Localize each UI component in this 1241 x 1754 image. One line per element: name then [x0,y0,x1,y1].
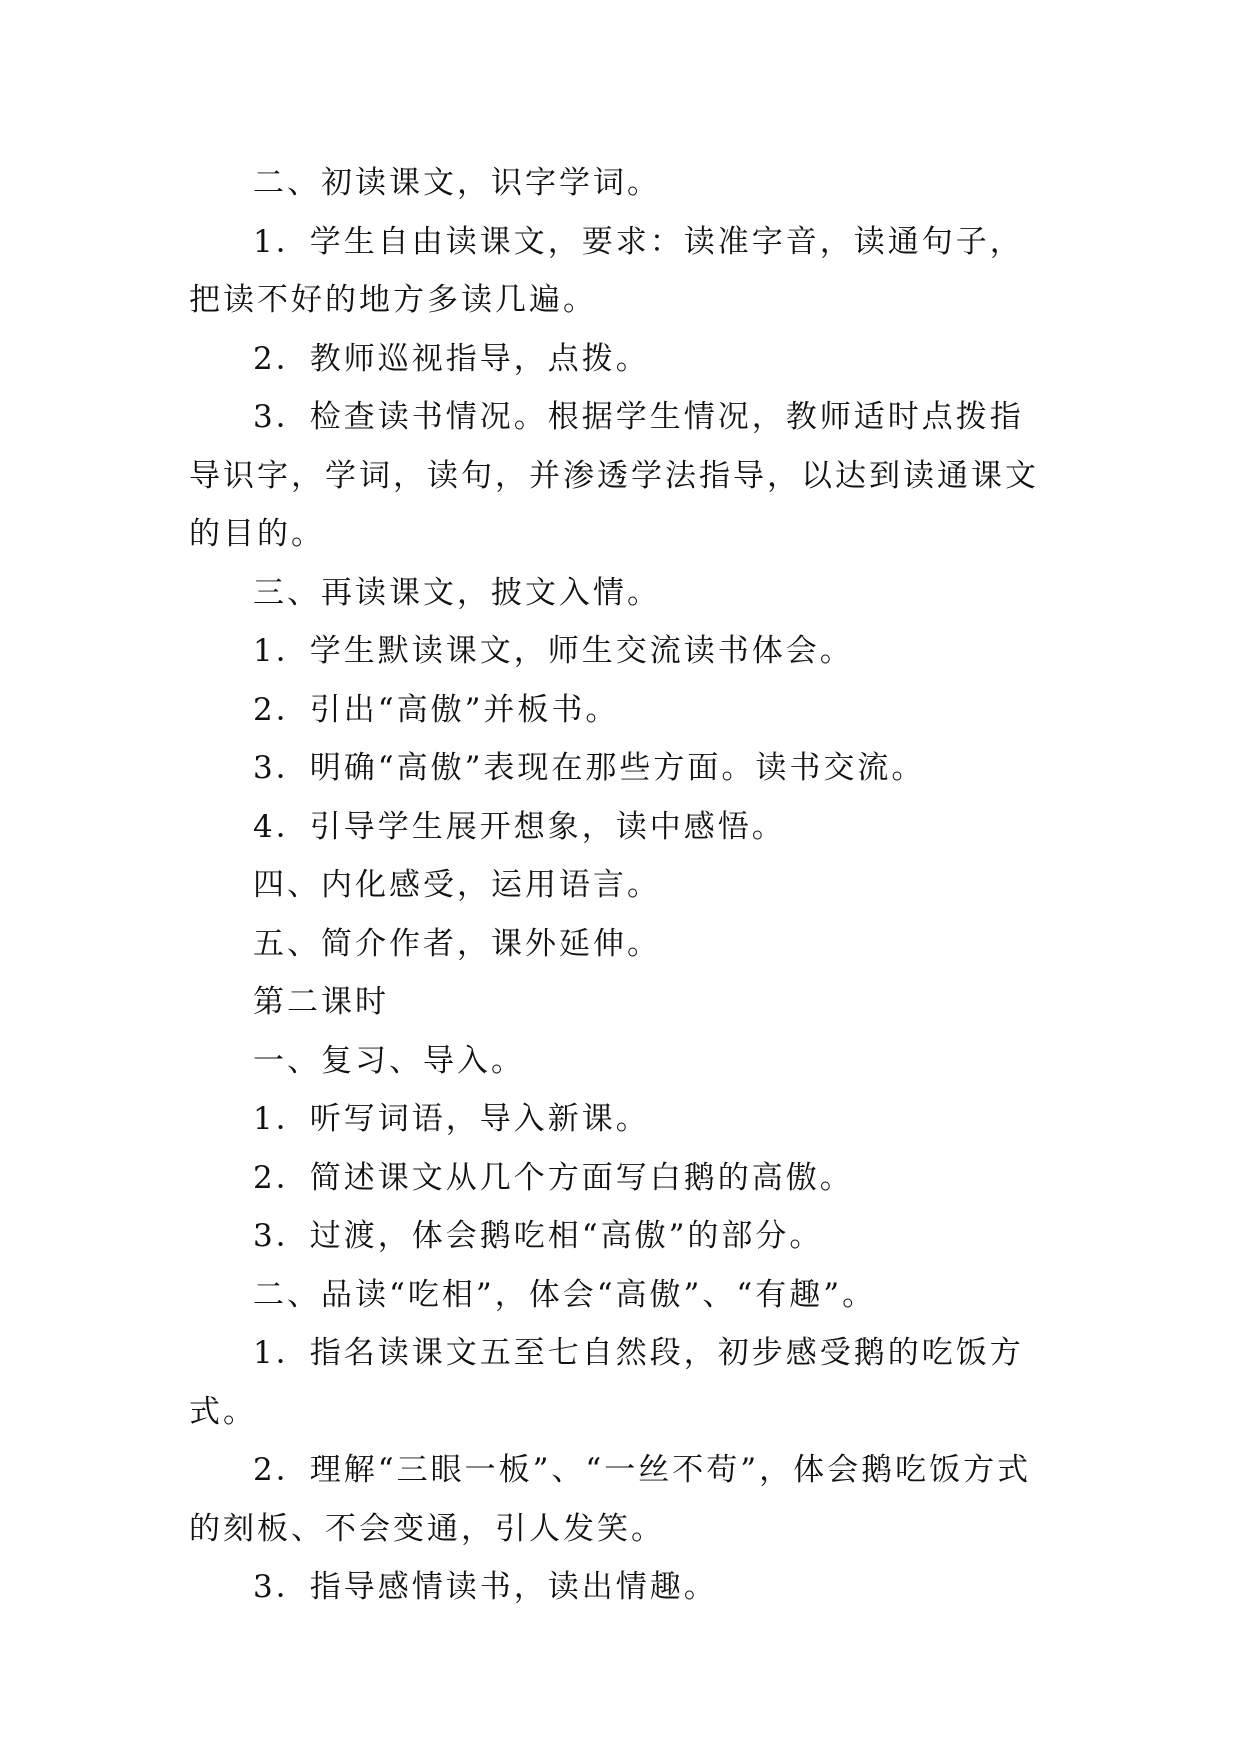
section-heading: 一、复习、导入。 [253,1042,525,1079]
list-item: 2．教师巡视指导，点拨。 [253,340,650,377]
section-heading: 四、内化感受，运用语言。 [253,867,661,903]
list-item: 3．过渡，体会鹅吃相“高傲”的部分。 [253,1218,824,1254]
lesson-heading: 第二课时 [253,984,389,1020]
section-heading: 三、再读课文，披文入情。 [253,574,661,611]
list-item: 1．指名读课文五至七自然段，初步感受鹅的吃饭方式。 [189,1335,1024,1430]
list-item: 1．学生自由读课文，要求：读准字音，读通句子，把读不好的地方多读几遍。 [189,223,1024,318]
list-item: 2．引出“高傲”并板书。 [253,691,620,728]
list-item: 2．理解“三眼一板”、“一丝不苟”，体会鹅吃饭方式的刻板、不会变通，引人发笑。 [189,1452,1032,1547]
list-item: 3．检查读书情况。根据学生情况，教师适时点拨指导识字，学词，读句，并渗透学法指导，以达到读通课文的目的。 [189,399,1039,552]
document-body [189,154,1049,1617]
list-item: 2．简述课文从几个方面写白鹅的高傲。 [253,1159,854,1196]
section-heading: 二、初读课文，识字学词。 [253,165,661,201]
list-item: 3．指导感情读书，读出情趣。 [253,1569,718,1605]
section-heading: 五、简介作者，课外延伸。 [253,925,661,962]
list-item: 1．听写词语，导入新课。 [253,1101,650,1137]
list-item: 4．引导学生展开想象，读中感悟。 [253,808,786,845]
list-item: 3．明确“高傲”表现在那些方面。读书交流。 [253,750,926,786]
list-item: 1．学生默读课文，师生交流读书体会。 [253,633,854,669]
section-heading: 二、品读“吃相”，体会“高傲”、“有趣”。 [253,1276,877,1313]
